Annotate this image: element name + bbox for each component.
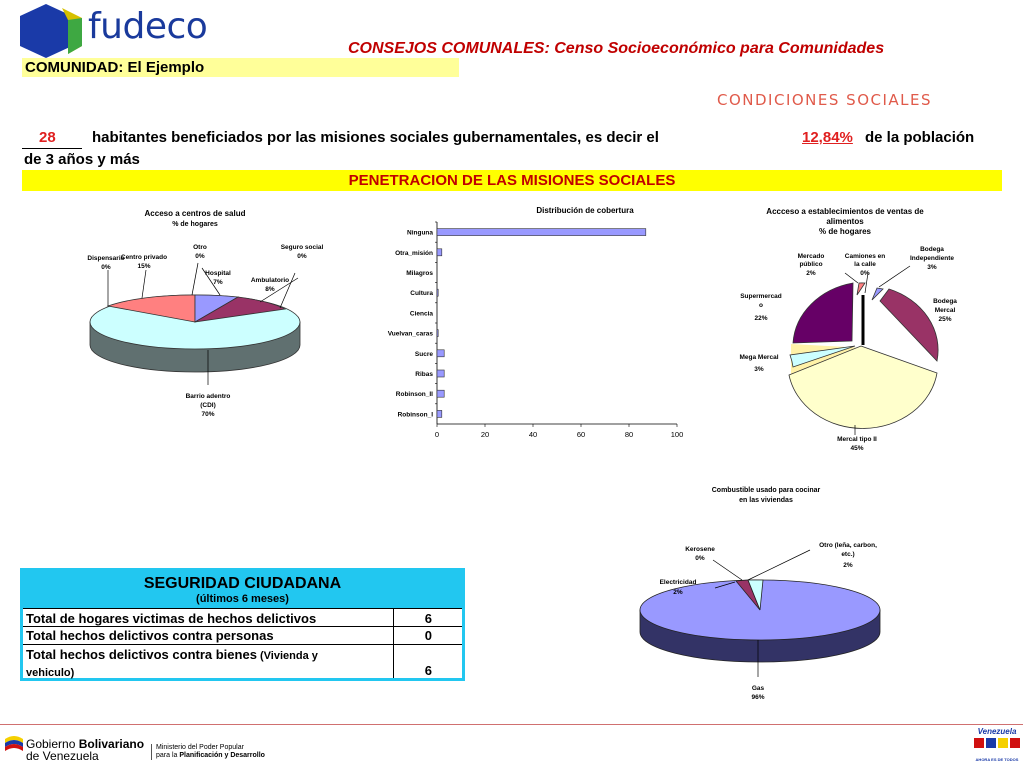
bar-otra-misión bbox=[437, 249, 442, 256]
bar-ninguna bbox=[437, 229, 646, 236]
label-camiones-2: la calle bbox=[854, 261, 876, 268]
bar-x-tick-label: 100 bbox=[670, 430, 684, 439]
value-gas: 96% bbox=[751, 694, 765, 701]
bar-category-label: Otra_misión bbox=[395, 249, 433, 257]
value-mercal-tipo-ii: 45% bbox=[850, 445, 864, 452]
venezuela-flag-icon bbox=[3, 733, 25, 755]
label-electricidad: Electricidad bbox=[659, 579, 697, 586]
value-bodega-mercal: 25% bbox=[938, 316, 952, 323]
value-seguro-social: 0% bbox=[297, 253, 307, 260]
bar-cultura bbox=[437, 289, 438, 296]
value-otro: 0% bbox=[195, 253, 205, 260]
label-otro-combustible-2: etc.) bbox=[841, 551, 855, 558]
bar-category-label: Sucre bbox=[414, 350, 433, 358]
label-hospital: Hospital bbox=[205, 270, 231, 277]
pie-slice-bodega-mercal bbox=[880, 289, 938, 361]
beneficiaries-count: 28 bbox=[39, 129, 56, 146]
value-barrio-adentro: 70% bbox=[201, 411, 215, 418]
chart-cobertura bbox=[360, 202, 700, 452]
value-camiones: 0% bbox=[860, 270, 870, 277]
label-dispensario: Dispensario bbox=[87, 255, 125, 262]
venezuela-brand-logo bbox=[972, 727, 1022, 763]
value-mega-mercal: 3% bbox=[754, 366, 764, 373]
seguridad-value-personas: 0 bbox=[424, 628, 432, 643]
seguridad-header bbox=[23, 571, 462, 608]
logo-text: fudeco bbox=[88, 6, 208, 47]
pie-slice-bodega-independiente bbox=[872, 288, 883, 300]
section-title: CONDICIONES SOCIALES bbox=[717, 91, 933, 109]
value-mercado-publico: 2% bbox=[806, 270, 816, 277]
bar-category-label: Milagros bbox=[406, 270, 433, 277]
label-bodega-mercal: Bodega bbox=[933, 298, 957, 305]
label-mercado-publico-2: público bbox=[799, 261, 823, 268]
label-mercal-tipo-ii: Mercal tipo II bbox=[837, 436, 877, 443]
bar-category-label: Ribas bbox=[415, 371, 433, 378]
chart-salud bbox=[80, 205, 324, 435]
bar-x-tick-label: 60 bbox=[576, 430, 586, 439]
stat-line-2: de 3 años y más bbox=[24, 151, 140, 168]
pie-slice-supermercado bbox=[793, 283, 853, 343]
bar-robinson-i bbox=[437, 410, 442, 417]
label-mercado-publico: Mercado bbox=[797, 253, 825, 260]
pie-slice-mercado-publico bbox=[857, 283, 865, 295]
label-bodega-independiente: Bodega bbox=[920, 246, 944, 253]
chart-alimentos-subtitle: % de hogares bbox=[818, 227, 872, 236]
value-otro-combustible: 2% bbox=[843, 562, 853, 569]
chart-cobertura-title: Distribución de cobertura bbox=[536, 206, 634, 215]
bar-category-label: Ninguna bbox=[407, 229, 433, 237]
value-dispensario: 0% bbox=[101, 264, 111, 271]
bar-category-label: Robinson_I bbox=[397, 411, 433, 419]
gov-text-bold: Bolivariano bbox=[78, 737, 145, 751]
bar-x-tick-label: 20 bbox=[480, 430, 490, 439]
value-bodega-independiente: 3% bbox=[927, 264, 937, 271]
bar-category-label: Robinson_II bbox=[395, 391, 433, 399]
label-supermercado-2: o bbox=[759, 302, 763, 309]
label-mega-mercal: Mega Mercal bbox=[739, 354, 779, 361]
bar-category-label: Cultura bbox=[410, 290, 433, 298]
label-centro-privado: Centro privado bbox=[120, 254, 168, 261]
seguridad-subtitle: (últimos 6 meses) bbox=[196, 593, 289, 605]
bar-category-label: Ciencia bbox=[409, 310, 433, 318]
chart-combustible-title: Combustible usado para cocinar bbox=[711, 487, 821, 494]
footer-divider bbox=[0, 724, 1023, 725]
bar-ribas bbox=[437, 370, 444, 377]
label-gas: Gas bbox=[751, 685, 765, 692]
brand-figures-icon bbox=[972, 736, 1022, 752]
brand-sub-text: AHORA ES DE TODOS bbox=[975, 757, 1019, 762]
bar-category-label: Vuelvan_caras bbox=[387, 330, 433, 338]
ministerio-line-2b: Planificación y Desarrollo bbox=[179, 752, 265, 759]
value-kerosene: 0% bbox=[695, 555, 705, 562]
seguridad-label-bienes-b: (Vivienda y bbox=[256, 650, 318, 662]
seguridad-label-personas: Total hechos delictivos contra personas bbox=[26, 628, 274, 643]
value-supermercado: 22% bbox=[754, 315, 768, 322]
ministerio-text bbox=[151, 744, 265, 760]
seguridad-value-bienes: 6 bbox=[424, 663, 432, 678]
seguridad-value-hogares: 6 bbox=[424, 611, 432, 626]
brand-text: Venezuela bbox=[977, 727, 1017, 736]
label-camiones: Camiones en bbox=[844, 253, 886, 260]
fudeco-hexagon-icon bbox=[16, 2, 88, 60]
gov-logo-text bbox=[26, 738, 144, 762]
seguridad-table bbox=[20, 568, 465, 681]
label-kerosene: Kerosene bbox=[685, 546, 715, 553]
chart-alimentos bbox=[725, 203, 1000, 458]
bar-sucre bbox=[437, 350, 444, 357]
count-underline bbox=[22, 148, 82, 149]
label-ambulatorio: Ambulatorio bbox=[250, 277, 290, 284]
label-barrio-adentro-2: (CDI) bbox=[200, 402, 216, 409]
chart-alimentos-title: Accceso a establecimientos de ventas de bbox=[766, 207, 924, 216]
seguridad-label-hogares: Total de hogares victimas de hechos delictivos bbox=[26, 611, 317, 626]
chart-salud-subtitle: % de hogares bbox=[172, 221, 218, 228]
bar-x-tick-label: 0 bbox=[434, 430, 440, 439]
value-centro-privado: 15% bbox=[137, 263, 151, 270]
chart-combustible bbox=[630, 480, 910, 710]
chart-salud-title: Acceso a centros de salud bbox=[144, 209, 246, 218]
value-electricidad: 2% bbox=[673, 589, 683, 596]
label-bodega-mercal-2: Mercal bbox=[934, 307, 956, 314]
population-percent: 12,84% bbox=[802, 129, 853, 146]
bar-x-tick-label: 40 bbox=[528, 430, 538, 439]
bar-x-tick-label: 80 bbox=[624, 430, 634, 439]
label-barrio-adentro: Barrio adentro bbox=[185, 393, 231, 400]
label-seguro-social: Seguro social bbox=[280, 244, 324, 251]
label-otro-combustible: Otro (leña, carbon, bbox=[819, 542, 877, 549]
page-title: CONSEJOS COMUNALES: Censo Socioeconómico para Comunidades bbox=[348, 40, 885, 57]
bar-vuelvan-caras bbox=[437, 330, 438, 337]
chart-alimentos-title-2: alimentos bbox=[826, 217, 864, 226]
ministerio-line-2a: para la bbox=[156, 752, 180, 759]
comunidad-label: COMUNIDAD: El Ejemplo bbox=[22, 58, 459, 77]
label-otro: Otro bbox=[193, 244, 207, 251]
value-ambulatorio: 8% bbox=[265, 286, 275, 293]
label-supermercado: Supermercad bbox=[740, 293, 782, 300]
ministerio-line-1: Ministerio del Poder Popular bbox=[156, 744, 244, 751]
stat-text: habitantes beneficiados por las misiones sociales gubernamentales, es decir el bbox=[92, 129, 659, 146]
gov-text-1: Gobierno bbox=[26, 737, 79, 751]
chart-combustible-title-2: en las viviendas bbox=[739, 497, 793, 504]
bar-robinson-ii bbox=[437, 390, 444, 397]
stat-tail: de la población bbox=[865, 129, 975, 146]
value-hospital: 7% bbox=[213, 279, 223, 286]
banner-penetracion: PENETRACION DE LAS MISIONES SOCIALES bbox=[22, 170, 1002, 191]
seguridad-label-bienes-c: vehiculo) bbox=[26, 667, 75, 679]
seguridad-label-bienes: Total hechos delictivos contra bienes bbox=[26, 647, 257, 662]
gov-text-2: de Venezuela bbox=[26, 749, 99, 763]
seguridad-title: SEGURIDAD CIUDADANA bbox=[143, 575, 342, 592]
label-bodega-independiente-2: Independiente bbox=[909, 255, 955, 262]
